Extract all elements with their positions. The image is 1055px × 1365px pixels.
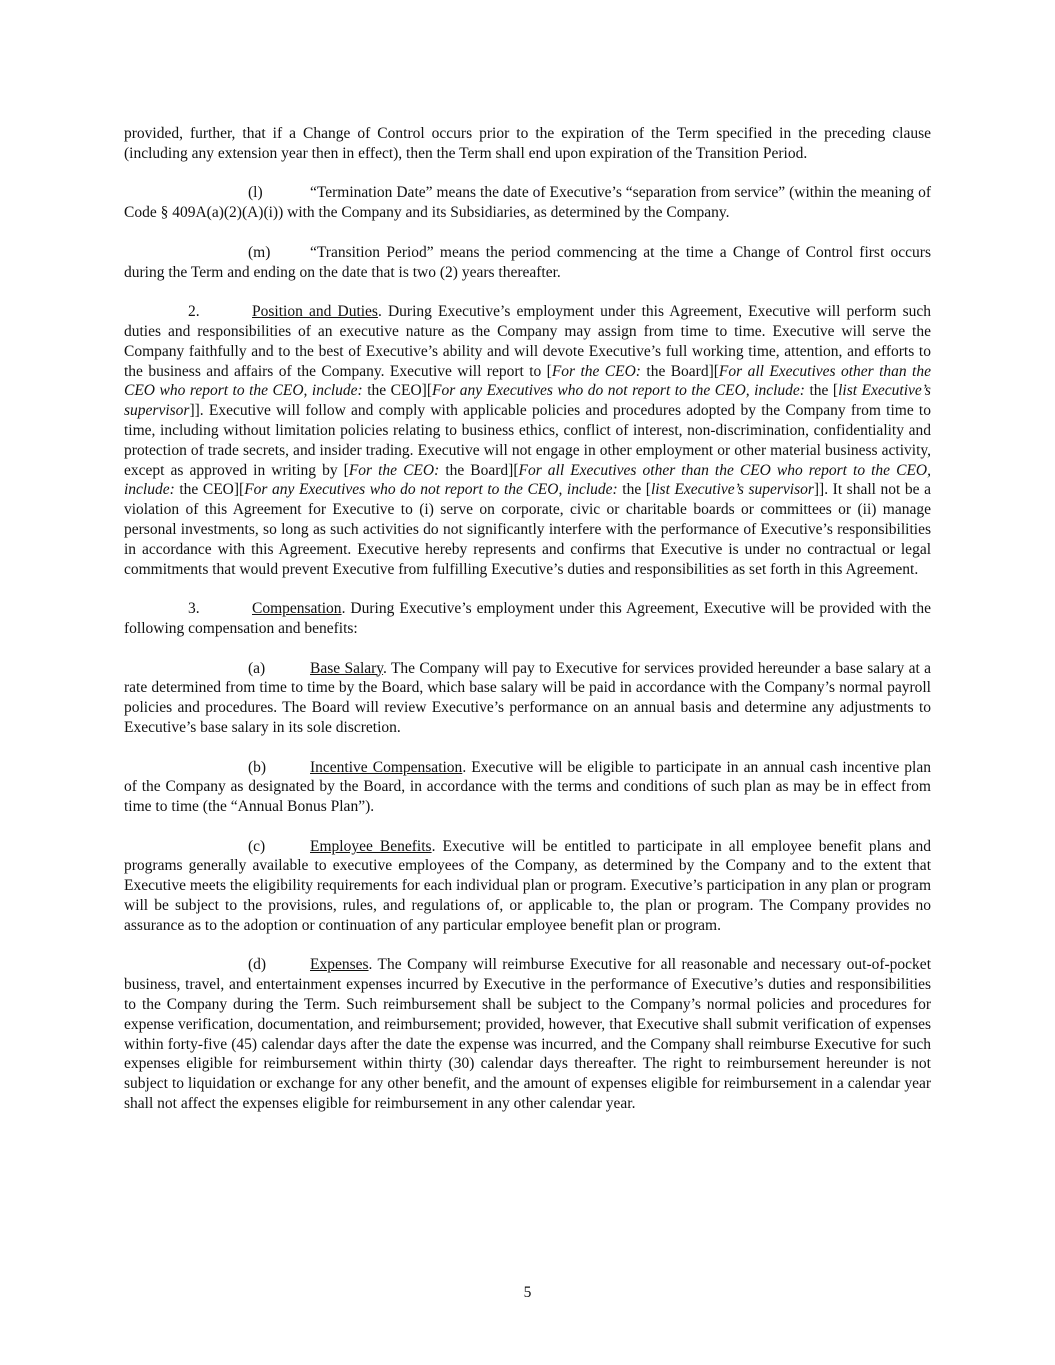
section-2-text-3: the CEO][ xyxy=(362,382,432,400)
section-2-text-6: the Board][ xyxy=(439,461,519,479)
section-3d-heading: Expenses xyxy=(310,956,369,974)
definition-l-label: (l) xyxy=(248,184,263,202)
section-3c-label: (c) xyxy=(248,837,266,855)
section-2-heading: Position and Duties xyxy=(252,303,378,321)
section-3c-heading: Employee Benefits xyxy=(310,837,432,855)
section-3a-heading: Base Salary xyxy=(310,659,384,677)
section-2-italic-6: For all Executives other than the CEO who report to the CEO, include: xyxy=(124,461,931,499)
definition-l-paragraph xyxy=(124,183,931,223)
section-2-paragraph xyxy=(124,302,931,579)
section-3a-label: (a) xyxy=(248,659,266,677)
section-3a-paragraph xyxy=(124,659,931,738)
section-2-text-8: the [ xyxy=(617,481,651,499)
section-3-number: 3. xyxy=(188,600,200,618)
section-2-number: 2. xyxy=(188,303,200,321)
section-3d-label: (d) xyxy=(248,956,267,974)
section-2-italic-4: list Executive’s supervisor xyxy=(124,382,931,420)
section-2-text-1: . During Executive’s employment under this Agreement, Executive will perform such duties and responsibilities of an executive nature as the Company may assign from time to time. Executive will serve the Company faithfully and to the best of Executive’s ability and will devote Executive’s full working time, attention, and efforts to the business and affairs of the Company. Executive will report to [ xyxy=(124,303,931,380)
section-2-italic-3: For any Executives who do not report to the CEO, include: xyxy=(432,382,805,400)
section-3a-text: . The Company will pay to Executive for services provided hereunder a base salary at a rate determined from time to time by the Board, which base salary will be paid in accordance with the Company’s normal payroll policies and procedures. The Board will review Executive’s performance on an annual basis and determine any adjustments to Executive’s base salary in its sole discretion. xyxy=(124,659,931,736)
section-3b-heading: Incentive Compensation xyxy=(310,758,463,776)
page-number: 5 xyxy=(523,1284,532,1301)
section-2-italic-1: For the CEO: xyxy=(551,362,641,380)
section-3-heading: Compensation xyxy=(252,600,342,618)
section-2-italic-7: For any Executives who do not report to the CEO, include: xyxy=(244,481,618,499)
document-page xyxy=(124,124,931,1114)
section-3b-label: (b) xyxy=(248,758,267,776)
section-3c-text: . Executive will be entitled to participate in all employee benefit plans and programs generally available to executive employees of the Company, as determined by the Company and to the extent that Executive meets the eligibility requirements for each individual plan or program. Executive’s participation in any plan or program will be subject to the provisions, rules, and regulations of, or applicable to, the plan or program. The Company provides no assurance as to the adoption or continuation of any particular employee benefit plan or program. xyxy=(124,837,931,934)
section-2-text-9: ]]. It shall not be a violation of this Agreement for Executive to (i) serve on corporate, civic or charitable boards or committees or (ii) manage personal investments, so long as such activities do not significantly interfere with the performance of Executive’s responsibilities in accordance with this Agreement. Executive hereby represents and confirms that Executive is under no contractual or legal commitments that would prevent Executive from fulfilling Executive’s duties and responsibilities as set forth in this Agreement. xyxy=(124,481,931,578)
section-3b-text: . Executive will be eligible to participate in an annual cash incentive plan of the Company as designated by the Board, in accordance with the terms and conditions of such plan as may be in effect from time to time (the “Annual Bonus Plan”). xyxy=(124,758,931,816)
section-3c-paragraph xyxy=(124,837,931,936)
section-2-text-7: the CEO][ xyxy=(174,481,245,499)
section-2-italic-5: For the CEO: xyxy=(348,461,440,479)
definition-m-label: (m) xyxy=(248,243,271,261)
term-continuation-paragraph xyxy=(124,124,931,164)
section-2-italic-2: For all Executives other than the CEO who report to the CEO, include: xyxy=(124,362,931,400)
section-2-text-4: the [ xyxy=(804,382,839,400)
section-3b-paragraph xyxy=(124,758,931,817)
section-3d-paragraph xyxy=(124,955,931,1113)
definition-m-text: “Transition Period” means the period commencing at the time a Change of Control first occurs during the Term and ending on the date that is two (2) years thereafter. xyxy=(124,243,931,281)
section-2-text-5: ]]. Executive will follow and comply with applicable policies and procedures adopted by the Company from time to time, including without limitation policies relating to business ethics, conflict of interest, non-discrimination, confidentiality and protection of trade secrets, and insider trading. Executive will not engage in other employment or other material business activity, except as approved in writing by [ xyxy=(124,402,931,479)
definition-m-paragraph xyxy=(124,243,931,283)
definition-l-text: “Termination Date” means the date of Executive’s “separation from service” (within the meaning of Code § 409A(a)(2)(A)(i)) with the Company and its Subsidiaries, as determined by the Company. xyxy=(124,184,931,222)
section-2-italic-8: list Executive’s supervisor xyxy=(650,481,814,499)
term-continuation-text: provided, further, that if a Change of Control occurs prior to the expiration of the Term specified in the preceding clause (including any extension year then in effect), then the Term shall end upon expiration of the Transition Period. xyxy=(124,125,931,162)
section-3-text: . During Executive’s employment under this Agreement, Executive will be provided with the following compensation and benefits: xyxy=(124,600,931,637)
section-3-paragraph xyxy=(124,599,931,639)
section-3d-text: . The Company will reimburse Executive for all reasonable and necessary out-of-pocket business, travel, and entertainment expenses incurred by Executive in the performance of Executive’s duties and responsibilities to the Company during the Term. Such reimbursement shall be subject to the Company’s normal policies and procedures for expense verification, documentation, and reimbursement; provided, however, that Executive shall submit verification of expenses within forty-five (45) calendar days after the date the expense was incurred, and the Company shall reimburse Executive for such expenses eligible for reimbursement within thirty (30) calendar days thereafter. The right to reimbursement hereunder is not subject to liquidation or exchange for any other benefit, and the amount of expenses eligible for reimbursement in a calendar year shall not affect the expenses eligible for reimbursement in any other calendar year. xyxy=(124,956,931,1113)
section-2-text-2: the Board][ xyxy=(640,362,719,380)
